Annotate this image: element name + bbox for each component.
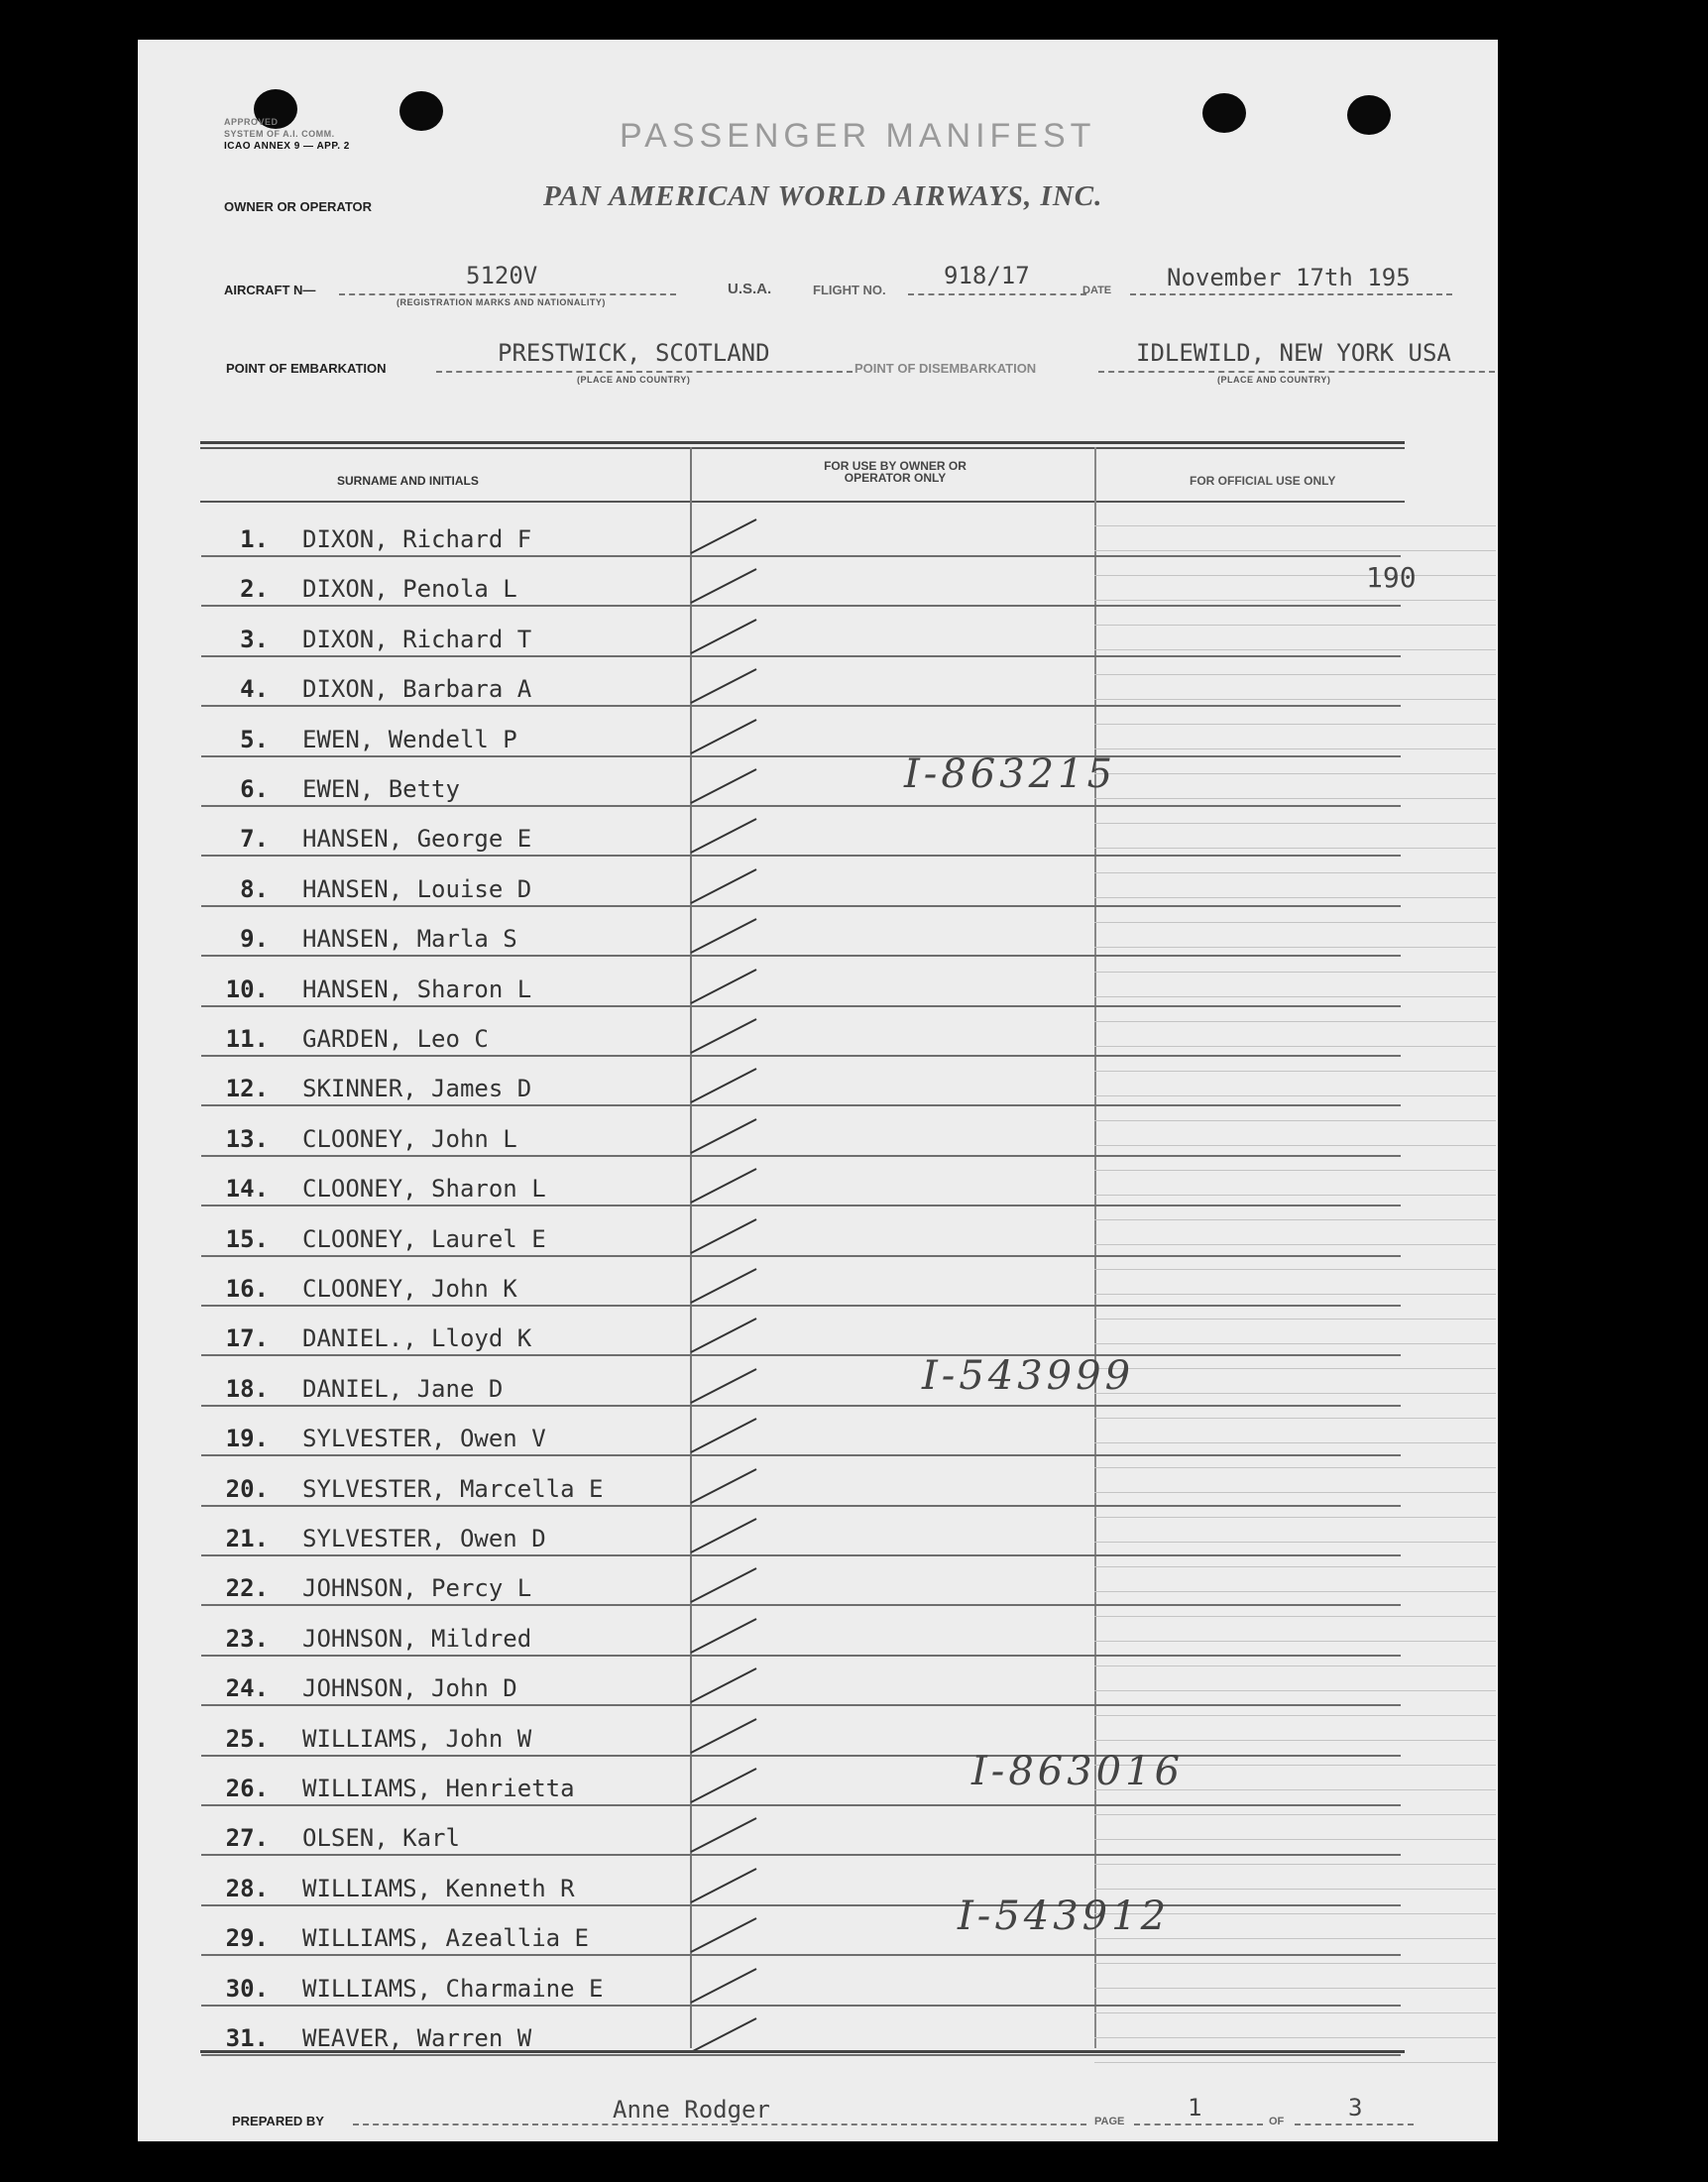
passenger-name: WILLIAMS, John W [302, 1724, 532, 1753]
passenger-number: 13. [225, 1124, 269, 1153]
id-annotation-4: I-543912 [958, 1894, 1171, 1939]
check-mark-icon [687, 1564, 766, 1604]
passenger-row [201, 1107, 1401, 1157]
passenger-row [201, 1906, 1401, 1956]
passenger-row [201, 1857, 1401, 1906]
passenger-row [201, 657, 1401, 707]
passenger-row [201, 1806, 1401, 1856]
passenger-row [201, 757, 1401, 807]
passenger-row [201, 1357, 1401, 1407]
page-label: PAGE [1094, 2116, 1125, 2127]
check-mark-icon [687, 915, 766, 955]
country-label: U.S.A. [728, 281, 772, 297]
passenger-number: 27. [225, 1824, 269, 1853]
passenger-name: SYLVESTER, Owen V [302, 1425, 546, 1453]
passenger-name: JOHNSON, Percy L [302, 1574, 532, 1603]
passenger-name: SYLVESTER, Owen D [302, 1525, 546, 1552]
check-mark-icon [687, 1814, 766, 1854]
passenger-name: WEAVER, Warren W [302, 2024, 532, 2052]
check-mark-icon [687, 1665, 766, 1704]
passenger-number: 31. [225, 2024, 269, 2052]
passenger-name: SKINNER, James D [302, 1075, 532, 1103]
flight-underline [908, 293, 1086, 295]
background-rule-line [1094, 2062, 1496, 2063]
passenger-name: EWEN, Wendell P [302, 725, 517, 753]
passenger-name: SYLVESTER, Marcella E [302, 1474, 604, 1503]
passenger-name: JOHNSON, Mildred [302, 1624, 532, 1653]
check-mark-icon [687, 716, 766, 755]
check-mark-icon [687, 1315, 766, 1354]
passenger-name: WILLIAMS, Charmaine E [302, 1974, 604, 2003]
aircraft-underline [339, 293, 676, 295]
check-mark-icon [687, 1515, 766, 1554]
table-header-rule [200, 501, 1405, 503]
passenger-name: CLOONEY, Laurel E [302, 1224, 546, 1253]
passenger-number: 9. [240, 925, 269, 954]
passenger-row [201, 608, 1401, 657]
owner-column-header: FOR USE BY OWNER OR OPERATOR ONLY [824, 459, 967, 485]
check-mark-icon [687, 765, 766, 805]
passenger-name: DIXON, Richard F [302, 525, 532, 553]
approval-line-1: APPROVED [224, 117, 279, 127]
passenger-row [201, 1707, 1401, 1757]
passenger-number: 17. [225, 1324, 269, 1353]
approval-line-2: SYSTEM OF A.I. COMM. [224, 129, 335, 139]
passenger-row [201, 958, 1401, 1007]
passenger-name: DANIEL., Lloyd K [302, 1324, 532, 1353]
passenger-row [201, 557, 1401, 607]
passenger-row [201, 1957, 1401, 2007]
check-mark-icon [687, 616, 766, 655]
check-mark-icon [687, 865, 766, 905]
passenger-row [201, 508, 1401, 557]
passenger-number: 22. [225, 1574, 269, 1603]
passenger-row [201, 807, 1401, 857]
passenger-name: WILLIAMS, Azeallia E [302, 1924, 589, 1953]
passenger-row [201, 2007, 1401, 2056]
passenger-row [201, 1607, 1401, 1657]
passenger-number: 25. [225, 1724, 269, 1753]
check-mark-icon [687, 1165, 766, 1205]
passenger-name: OLSEN, Karl [302, 1824, 460, 1853]
prepared-label: PREPARED BY [232, 2114, 324, 2128]
of-label: OF [1269, 2116, 1285, 2127]
punch-hole [399, 91, 443, 131]
of-value: 3 [1348, 2094, 1363, 2122]
row-rule [201, 2054, 1401, 2056]
aircraft-value: 5120V [466, 262, 538, 289]
check-mark-icon [687, 1615, 766, 1655]
punch-hole [1347, 95, 1391, 135]
passenger-name: DIXON, Richard T [302, 625, 532, 653]
check-mark-icon [687, 1465, 766, 1505]
check-mark-icon [687, 966, 766, 1005]
passenger-number: 20. [225, 1474, 269, 1503]
date-underline [1130, 293, 1452, 295]
table-top-rule-2 [200, 447, 1405, 449]
passenger-number: 29. [225, 1924, 269, 1953]
check-mark-icon [687, 815, 766, 855]
passenger-name: JOHNSON, John D [302, 1674, 517, 1703]
passenger-number: 26. [225, 1775, 269, 1802]
check-mark-icon [687, 665, 766, 705]
passenger-name: CLOONEY, John K [302, 1275, 517, 1303]
passenger-row [201, 907, 1401, 957]
passenger-name: WILLIAMS, Henrietta [302, 1775, 575, 1802]
place-caption-2: (PLACE AND COUNTRY) [1217, 375, 1331, 385]
check-mark-icon [687, 1415, 766, 1454]
passenger-number: 10. [225, 975, 269, 1003]
passenger-name: HANSEN, Louise D [302, 874, 532, 903]
passenger-number: 15. [225, 1224, 269, 1253]
owner-label: OWNER OR OPERATOR [224, 199, 373, 214]
embarkation-value: PRESTWICK, SCOTLAND [498, 339, 770, 367]
passenger-row [201, 1556, 1401, 1606]
check-mark-icon [687, 1215, 766, 1255]
passenger-row [201, 1757, 1401, 1806]
operator-name: PAN AMERICAN WORLD AIRWAYS, INC. [543, 180, 1103, 212]
passenger-name: DIXON, Barbara A [302, 675, 532, 704]
flight-value: 918/17 [944, 262, 1030, 289]
passenger-number: 19. [225, 1425, 269, 1453]
passenger-number: 24. [225, 1674, 269, 1703]
passenger-number: 16. [225, 1275, 269, 1303]
passenger-row [201, 1257, 1401, 1307]
passenger-number: 11. [225, 1025, 269, 1053]
check-mark-icon [687, 565, 766, 605]
official-column-header: FOR OFFICIAL USE ONLY [1190, 474, 1336, 488]
prepared-underline [353, 2124, 1086, 2125]
embarkation-label: POINT OF EMBARKATION [226, 361, 387, 376]
place-caption-1: (PLACE AND COUNTRY) [577, 375, 691, 385]
passenger-row [201, 1157, 1401, 1206]
disembarkation-underline [1098, 371, 1495, 373]
page-value: 1 [1188, 2094, 1202, 2122]
passenger-row [201, 1007, 1401, 1057]
check-mark-icon [687, 1265, 766, 1305]
id-annotation-1: I-863215 [904, 751, 1117, 797]
check-mark-icon [687, 1365, 766, 1405]
passenger-name: HANSEN, George E [302, 825, 532, 854]
passenger-row [201, 708, 1401, 757]
passenger-name: WILLIAMS, Kenneth R [302, 1874, 575, 1902]
passenger-number: 2. [240, 575, 269, 604]
check-mark-icon [687, 1065, 766, 1104]
passenger-row [201, 858, 1401, 907]
passenger-name: HANSEN, Marla S [302, 925, 517, 954]
passenger-name: CLOONEY, John L [302, 1124, 517, 1153]
aircraft-label: AIRCRAFT N— [224, 283, 316, 297]
passenger-name: GARDEN, Leo C [302, 1025, 489, 1053]
passenger-number: 21. [225, 1525, 269, 1552]
prepared-value: Anne Rodger [613, 2096, 770, 2124]
passenger-name: DIXON, Penola L [302, 575, 517, 604]
of-underline [1295, 2124, 1414, 2125]
check-mark-icon [687, 1965, 766, 2005]
passenger-number: 1. [240, 525, 269, 553]
passenger-name: HANSEN, Sharon L [302, 975, 532, 1003]
registration-caption: (REGISTRATION MARKS AND NATIONALITY) [397, 297, 606, 307]
check-mark-icon [687, 1914, 766, 1954]
table-bottom-rule [200, 2050, 1405, 2053]
check-mark-icon [687, 1015, 766, 1055]
passenger-number: 8. [240, 874, 269, 903]
disembarkation-label: POINT OF DISEMBARKATION [854, 361, 1037, 376]
passenger-number: 18. [225, 1374, 269, 1403]
date-label: DATE [1082, 285, 1112, 296]
passenger-number: 3. [240, 625, 269, 653]
passenger-row [201, 1507, 1401, 1556]
page-underline [1134, 2124, 1263, 2125]
surname-column-header: SURNAME AND INITIALS [337, 474, 479, 488]
flight-label: FLIGHT NO. [813, 283, 886, 297]
disembarkation-value: IDLEWILD, NEW YORK USA [1136, 339, 1451, 367]
passenger-number: 12. [225, 1075, 269, 1103]
passenger-name: EWEN, Betty [302, 775, 460, 803]
embarkation-underline [436, 371, 853, 373]
passenger-number: 5. [240, 725, 269, 753]
check-mark-icon [687, 2014, 766, 2054]
passenger-row [201, 1057, 1401, 1106]
check-mark-icon [687, 1115, 766, 1155]
check-mark-icon [687, 1765, 766, 1804]
passenger-number: 4. [240, 675, 269, 704]
date-value: November 17th 195 [1167, 264, 1411, 291]
passenger-name: CLOONEY, Sharon L [302, 1175, 546, 1204]
passenger-number: 14. [225, 1175, 269, 1204]
passenger-number: 6. [240, 775, 269, 803]
passenger-row [201, 1457, 1401, 1507]
passenger-number: 23. [225, 1624, 269, 1653]
passenger-row [201, 1307, 1401, 1356]
passenger-name: DANIEL, Jane D [302, 1374, 504, 1403]
id-annotation-3: I-863016 [971, 1749, 1185, 1794]
passenger-number: 7. [240, 825, 269, 854]
table-top-rule [200, 441, 1405, 444]
check-mark-icon [687, 1865, 766, 1904]
id-annotation-2: I-543999 [922, 1353, 1135, 1399]
punch-hole [1202, 93, 1246, 133]
page-title: PASSENGER MANIFEST [620, 117, 1096, 155]
passenger-row [201, 1657, 1401, 1706]
approval-line-3: ICAO ANNEX 9 — APP. 2 [224, 141, 350, 152]
check-mark-icon [687, 1715, 766, 1755]
passenger-row [201, 1407, 1401, 1456]
passenger-number: 30. [225, 1974, 269, 2003]
official-number: 190 [1366, 561, 1417, 594]
passenger-number: 28. [225, 1874, 269, 1902]
check-mark-icon [687, 516, 766, 555]
passenger-row [201, 1207, 1401, 1257]
